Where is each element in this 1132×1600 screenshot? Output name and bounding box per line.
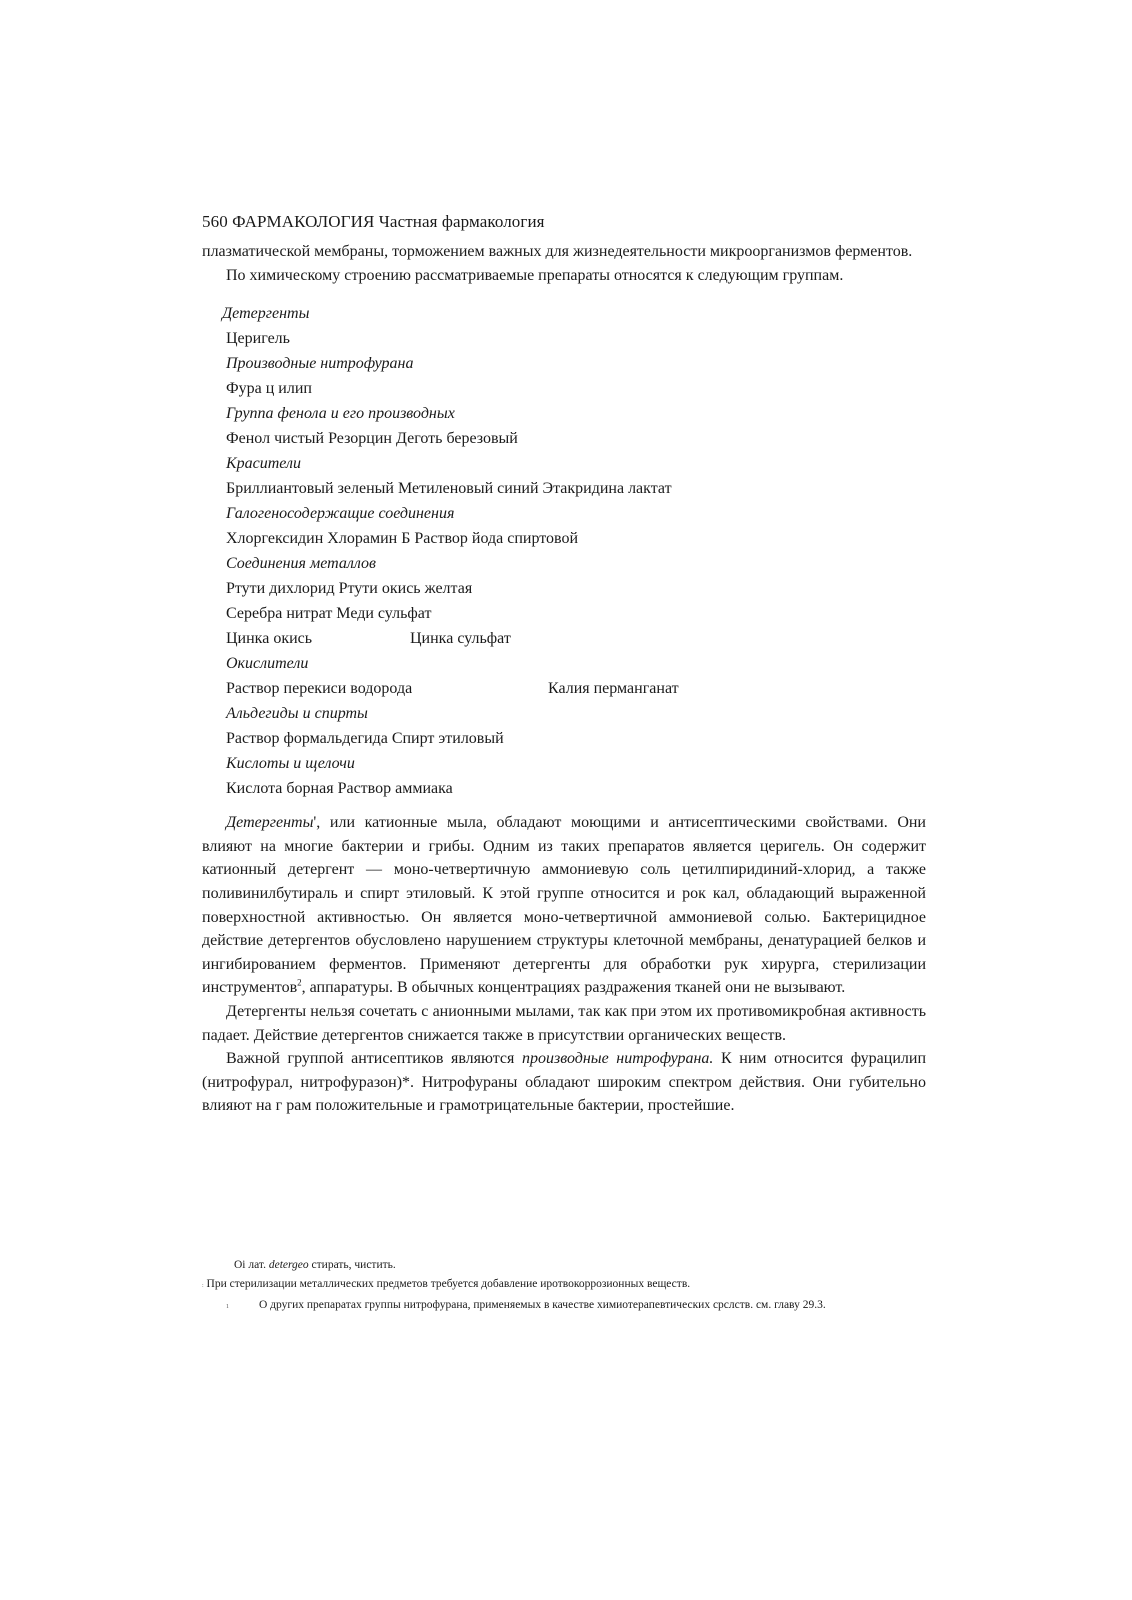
group-title: Альдегиды и спирты xyxy=(226,705,368,723)
page-content xyxy=(202,210,926,1118)
group-title: Окислители xyxy=(226,655,309,673)
paragraph-text: , или катионные мыла, обладают моющими и антисептическими свойствами. Они влияют на многие бактерии и грибы. Одним из таких препаратов является церигель. Он содержит катионный детергент — моно-четвертичную аммониевую соль цетилпиридиний-хлорид, а также поливинилбутираль и спирт этиловый. К этой группе относится и рок кал, обладающий выраженной поверхностной активностью. Он является моно-четвертичной аммониевой солью. Бактерицидное действие детергентов обусловлено нарушением структуры клеточной мембраны, денатурацией белков и ингибированием ферментов. Применяют детергенты для обработки рук хирурга, стерилизации инструментов xyxy=(202,814,926,997)
group-items-columns xyxy=(226,626,926,651)
footnote-text: При стерилизации металлических предметов требуется добавление иротвокоррозионных веществ. xyxy=(206,1278,691,1290)
group-items: Фура ц илип xyxy=(226,380,312,398)
drug-group-list xyxy=(222,301,926,801)
group-title: Производные нитрофурана xyxy=(226,355,414,373)
footnote-ref-1: ' xyxy=(313,814,317,832)
group-title: Детергенты xyxy=(222,305,310,323)
group-items: Фенол чистый Резорцин Деготь березовый xyxy=(226,430,518,448)
term-nitrofuran: производные нитрофурана. xyxy=(521,1050,714,1068)
footnote-text: О других препаратах группы нитрофурана, применяемых в качестве химиотерапевтических срслств. см. главу 29.3. xyxy=(259,1299,826,1311)
footnote-marker: : xyxy=(202,1283,204,1289)
group-item: Калия перманганат xyxy=(548,680,679,698)
intro-paragraph-2: По химическому строению рассматриваемые препараты относятся к следующим группам. xyxy=(226,266,844,284)
paragraph-text: К ним относится фурацилип (нитрофурал, нитрофуразон)*. Нитрофураны обладают широким спектром действия. Они губительно влияют на г рам положительные и грамотрицательные бактерии, простейшие. xyxy=(202,1050,927,1115)
footnote-3 xyxy=(202,1297,902,1316)
group-title: Красители xyxy=(226,455,301,473)
footnote-1 xyxy=(202,1257,902,1274)
group-title: Соединения металлов xyxy=(226,555,376,573)
group-item: Раствор перекиси водорода xyxy=(226,680,413,698)
group-items: Серебра нитрат Меди сульфат xyxy=(226,605,432,623)
detergents-paragraph xyxy=(202,811,926,1000)
group-items: Хлоргексидин Хлорамин Б Раствор йода спиртовой xyxy=(226,530,579,548)
group-items: Ртути дихлорид Ртути окись желтая xyxy=(226,580,473,598)
term-detergents: Детергенты xyxy=(226,814,314,832)
intro-paragraph-1: плазматической мембраны, торможением важных для жизнедеятельности микроорганизмов ферментов. xyxy=(202,243,913,260)
paragraph-text: , аппаратуры. В обычных концентрациях раздражения тканей они не вызывают. xyxy=(301,979,846,997)
group-item: Цинка окись xyxy=(226,630,313,648)
group-title: Галогеносодержащие соединения xyxy=(226,505,455,523)
group-title: Кислоты и щелочи xyxy=(226,755,355,773)
detergents-paragraph-2: Детергенты нельзя сочетать с анионными мылами, так как при этом их противомикробная активность падает. Действие детергентов снижается также в присутствии органических веществ. xyxy=(202,1002,926,1044)
group-items: Раствор формальдегида Спирт этиловый xyxy=(226,730,504,748)
group-items-columns xyxy=(226,676,926,701)
group-items: Кислота борная Раствор аммиака xyxy=(226,780,453,798)
running-header: 560 ФАРМАКОЛОГИЯ Частная фармакология xyxy=(202,212,545,231)
footnote-text: Оі лат. xyxy=(234,1259,269,1271)
group-title: Группа фенола и его производных xyxy=(226,405,455,423)
paragraph-text: Важной группой антисептиков являются xyxy=(226,1050,522,1068)
group-item: Цинка сульфат xyxy=(410,630,511,648)
group-items: Бриллиантовый зеленый Метиленовый синий Этакридина лактат xyxy=(226,480,672,498)
nitrofuran-paragraph xyxy=(202,1047,926,1118)
footnote-term: detergeo xyxy=(268,1259,309,1271)
footnote-text: стирать, чистить. xyxy=(308,1259,396,1271)
group-items: Церигель xyxy=(226,330,290,348)
footnote-2 xyxy=(202,1276,902,1295)
footnotes xyxy=(202,1257,902,1318)
footnote-marker: 1 xyxy=(226,1304,229,1310)
footnote-ref-2: 2 xyxy=(297,978,302,989)
